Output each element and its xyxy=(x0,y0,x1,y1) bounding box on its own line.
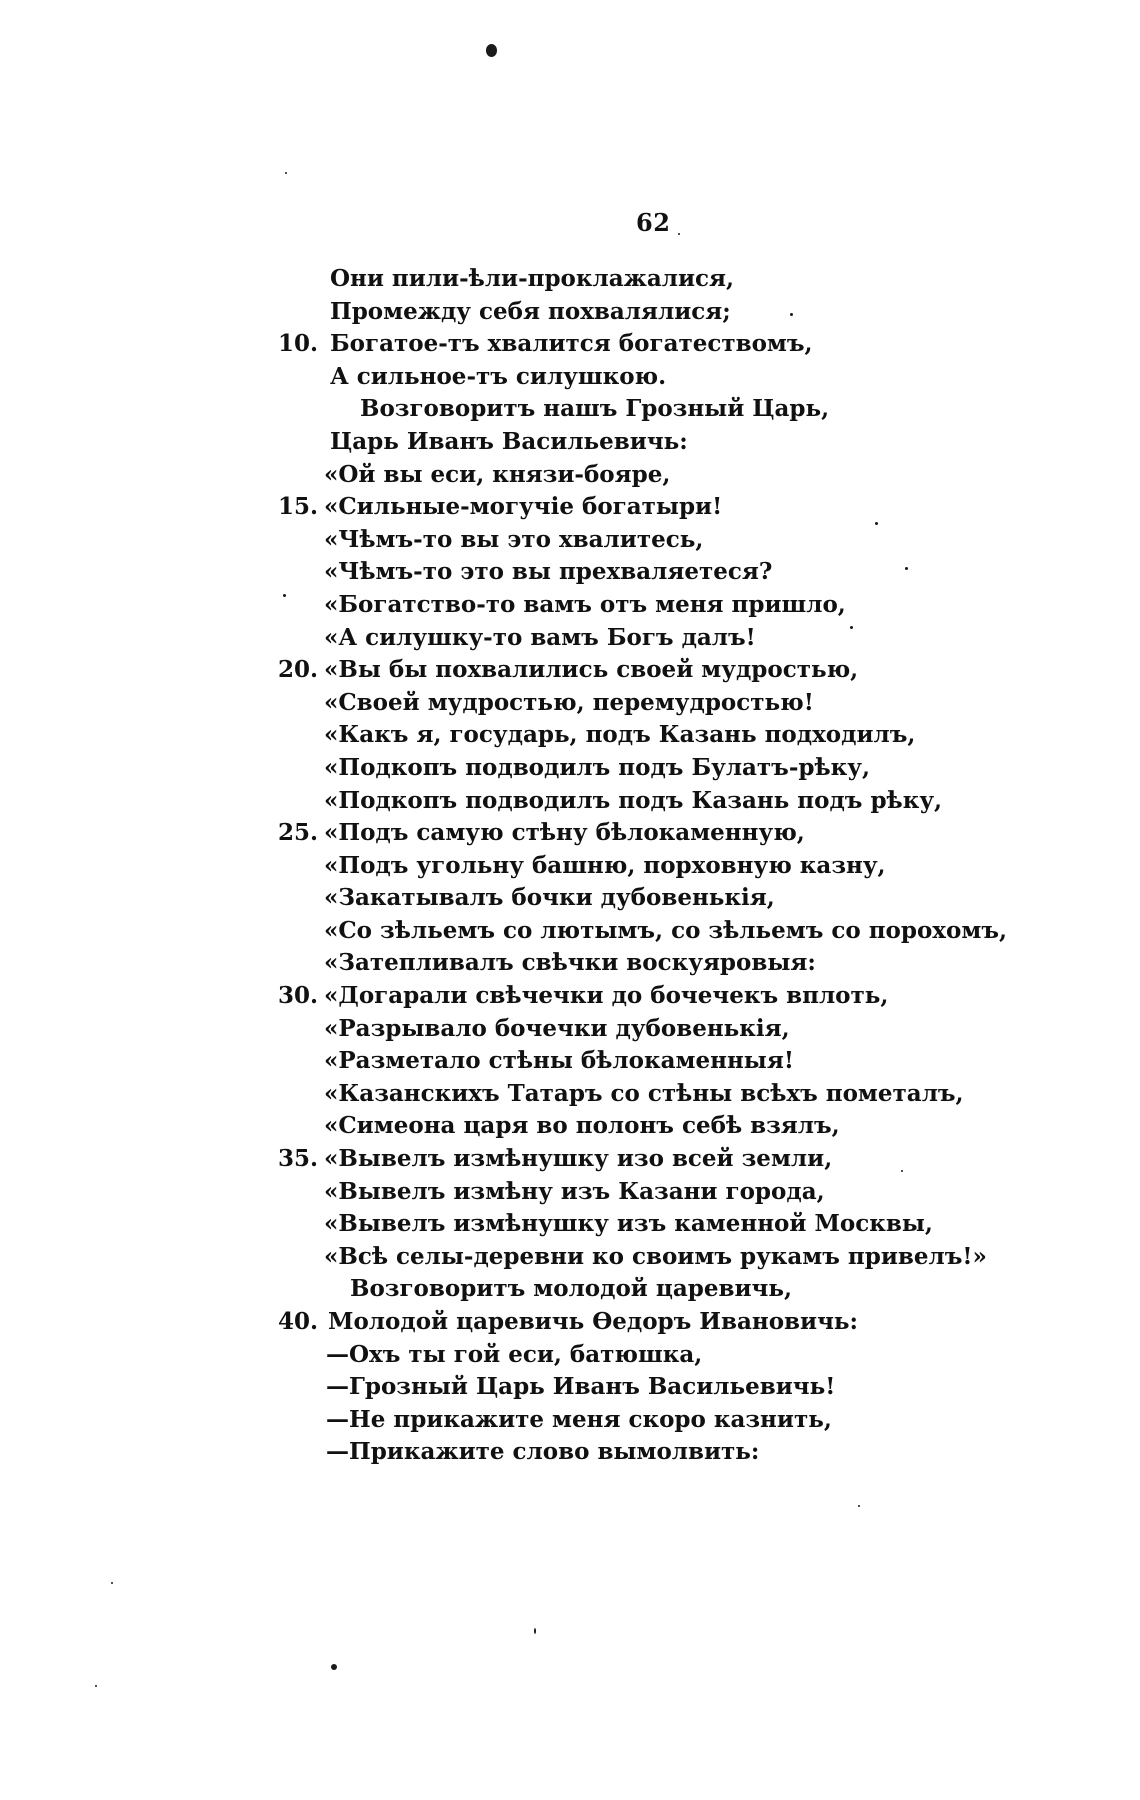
line-text: «Всѣ селы-деревни ко своимъ рукамъ привелъ!» xyxy=(324,1242,987,1270)
line-text: —Грозный Царь Иванъ Васильевичь! xyxy=(326,1373,836,1401)
ink-speck xyxy=(285,172,287,174)
poem-line xyxy=(270,687,1090,720)
ink-speck xyxy=(858,1505,860,1507)
line-text: —Не прикажите меня скоро казнить, xyxy=(326,1405,832,1433)
line-text: «Сильные-могучіе богатыри! xyxy=(324,493,723,521)
page-number: 62 xyxy=(636,208,671,237)
line-text: «Симеона царя во полонъ себѣ взялъ, xyxy=(324,1112,840,1140)
poem-line xyxy=(270,1110,1090,1143)
poem-line xyxy=(270,1273,1090,1306)
poem-line xyxy=(270,1143,1090,1176)
poem-line xyxy=(270,752,1090,785)
poem-line xyxy=(270,1208,1090,1241)
poem-line xyxy=(270,426,1090,459)
poem-line xyxy=(270,524,1090,557)
poem-line xyxy=(270,1241,1090,1274)
line-number: 15. xyxy=(277,493,318,521)
line-text: «Богатство-то вамъ отъ меня пришло, xyxy=(324,590,846,618)
ink-speck xyxy=(678,233,680,235)
poem-line xyxy=(270,1371,1090,1404)
poem-line xyxy=(270,459,1090,492)
line-number: 35. xyxy=(277,1145,318,1173)
line-text: Молодой царевичь Ѳедоръ Ивановичь: xyxy=(328,1308,859,1335)
line-text: «Вывелъ измѣнушку изо всей земли, xyxy=(324,1145,833,1173)
poem-line xyxy=(270,882,1090,915)
poem-line xyxy=(270,1404,1090,1437)
ink-dot xyxy=(331,1664,337,1670)
poem-line xyxy=(270,1339,1090,1372)
poem-line xyxy=(270,1176,1090,1209)
line-number: 40. xyxy=(277,1308,318,1335)
line-text: Богатое-тъ хвалится богатествомъ, xyxy=(330,330,813,358)
poem-line xyxy=(270,556,1090,589)
line-text: «Разметало стѣны бѣлокаменныя! xyxy=(324,1047,794,1075)
line-text: «Затепливалъ свѣчки воскуяровыя: xyxy=(324,949,816,977)
line-text: «Вывелъ измѣну изъ Казани города, xyxy=(324,1177,825,1205)
ink-speck xyxy=(95,1685,97,1687)
line-number: 25. xyxy=(277,819,318,847)
poem-line xyxy=(270,785,1090,818)
line-text: А сильное-тъ силушкою. xyxy=(330,362,667,390)
line-text: «Разрывало бочечки дубовенькія, xyxy=(324,1014,790,1042)
line-text: «Ой вы еси, князи-бояре, xyxy=(324,460,671,488)
ink-speck xyxy=(111,1582,113,1584)
line-text: Царь Иванъ Васильевичь: xyxy=(330,427,688,455)
line-text: «Вывелъ измѣнушку изъ каменной Москвы, xyxy=(324,1210,933,1238)
line-text: «Чѣмъ-то вы это хвалитесь, xyxy=(324,525,704,553)
line-text: «Казанскихъ Татаръ со стѣны всѣхъ пометалъ, xyxy=(324,1079,964,1107)
line-number: 30. xyxy=(277,982,318,1010)
line-number: 10. xyxy=(277,330,318,358)
poem-line xyxy=(270,1078,1090,1111)
line-number: 20. xyxy=(277,656,318,684)
poem-line xyxy=(270,263,1090,296)
poem-line xyxy=(270,654,1090,687)
line-text: «Со зѣльемъ со лютымъ, со зѣльемъ со порохомъ, xyxy=(324,916,1007,944)
poem-line xyxy=(270,328,1090,361)
line-text: «Закатывалъ бочки дубовенькія, xyxy=(324,884,775,912)
poem-line xyxy=(270,1013,1090,1046)
line-text: Возговоритъ молодой царевичь, xyxy=(350,1275,792,1303)
poem-line xyxy=(270,915,1090,948)
poem-line xyxy=(270,980,1090,1013)
line-text: «Догарали свѣчечки до бочечекъ вплоть, xyxy=(324,982,889,1010)
poem-line xyxy=(270,719,1090,752)
line-text: «Какъ я, государь, подъ Казань подходилъ, xyxy=(324,721,916,749)
line-text: Промежду себя похвалялися; xyxy=(330,297,731,325)
poem-line xyxy=(270,296,1090,329)
line-text: «Подкопъ подводилъ подъ Казань подъ рѣку, xyxy=(324,786,943,814)
poem-line xyxy=(270,393,1090,426)
line-text: «Чѣмъ-то это вы прехваляетеся? xyxy=(324,558,773,586)
poem-line xyxy=(270,947,1090,980)
poem-line xyxy=(270,622,1090,655)
poem-text xyxy=(270,263,1090,1469)
line-text: «Подкопъ подводилъ подъ Булатъ-рѣку, xyxy=(324,753,870,781)
line-text: —Охъ ты гой еси, батюшка, xyxy=(326,1340,703,1368)
poem-line xyxy=(270,361,1090,394)
line-text: Возговоритъ нашъ Грозный Царь, xyxy=(360,395,830,423)
line-text: «Подъ самую стѣну бѣлокаменную, xyxy=(324,819,805,847)
ink-speck xyxy=(534,1628,536,1634)
poem-line xyxy=(270,817,1090,850)
poem-line xyxy=(270,850,1090,883)
line-text: —Прикажите слово вымолвить: xyxy=(326,1438,760,1466)
line-text: «Вы бы похвалились своей мудростью, xyxy=(324,656,859,684)
ink-dot xyxy=(486,44,497,57)
line-text: «Подъ угольну башню, порховную казну, xyxy=(324,851,886,879)
line-text: «А силушку-то вамъ Богъ далъ! xyxy=(324,623,756,651)
poem-line xyxy=(270,1306,1090,1339)
poem-line xyxy=(270,1045,1090,1078)
poem-line xyxy=(270,491,1090,524)
poem-line xyxy=(270,589,1090,622)
poem-line xyxy=(270,1436,1090,1469)
line-text: Они пили-ѣли-проклажалися, xyxy=(330,265,735,292)
line-text: «Своей мудростью, перемудростью! xyxy=(324,688,814,716)
